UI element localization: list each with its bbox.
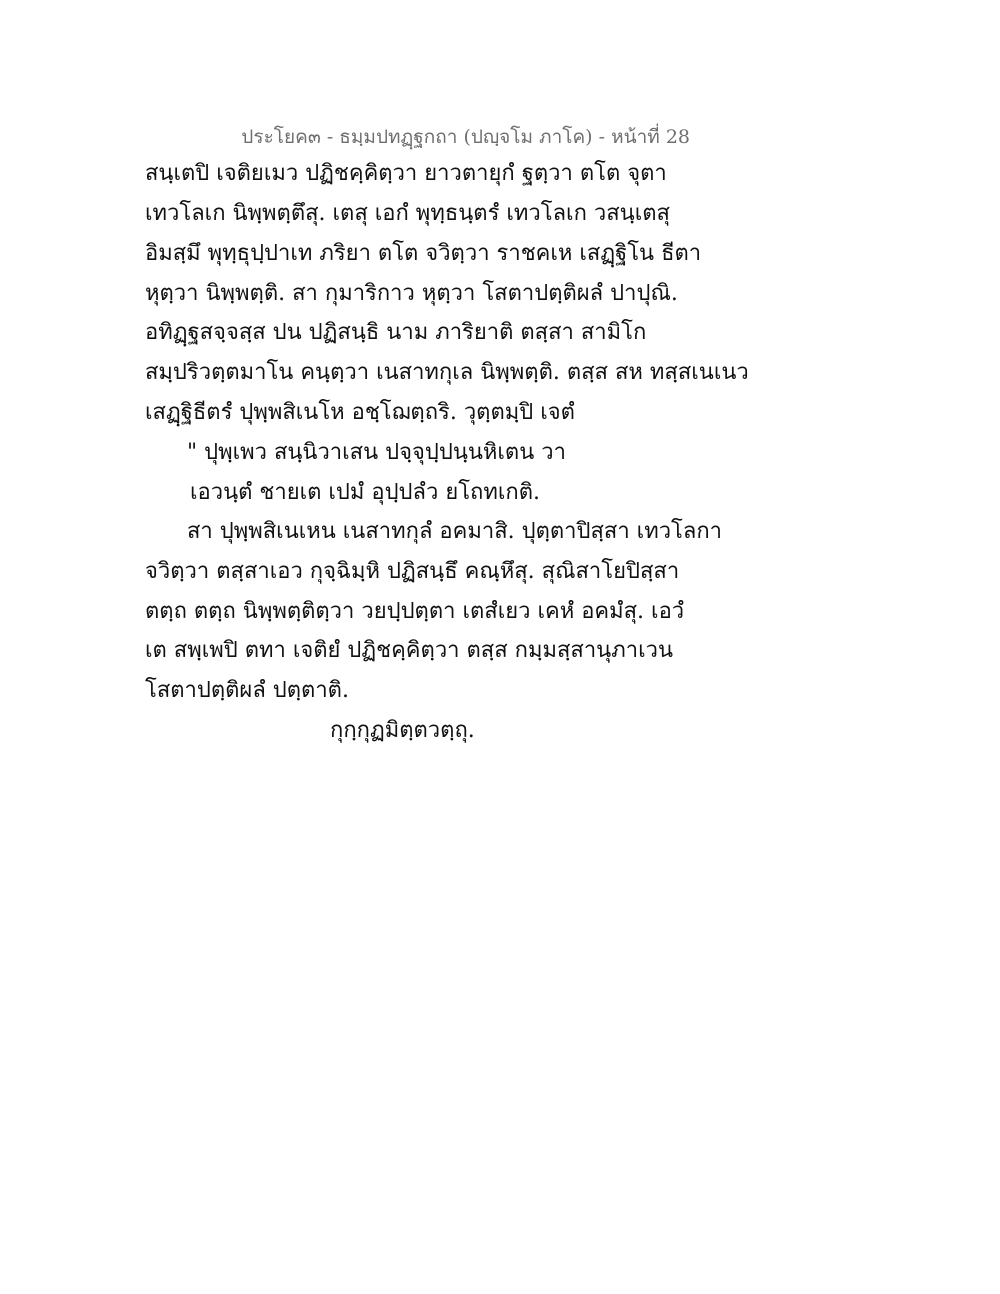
verse-line: " ปุพฺเพว สนฺนิวาเสน ปจฺจุปฺปนฺนหิเตน วา	[187, 440, 566, 465]
text-line: ตตฺถ ตตฺถ นิพฺพตฺติตฺวา วยปฺปตฺตา เตสํเยว เคหํ อคมํสุ. เอวํ	[145, 599, 685, 624]
text-line: เทวโลเก นิพฺพตฺตึสุ. เตสุ เอกํ พุทฺธนฺตรํ เทวโลเก วสนฺเตสุ	[145, 201, 670, 226]
text-line: หุตฺวา นิพฺพตฺติ. สา กุมาริกาว หุตฺวา โสตาปตฺติผลํ ปาปุณิ.	[145, 281, 678, 306]
running-header: ประโยค๓ - ธมฺมปทฏฺฐกถา (ปญฺจโม ภาโค) - หน้าที่ 28	[241, 126, 690, 148]
text-line: จวิตฺวา ตสฺสาเอว กุจฺฉิมฺหิ ปฏิสนฺธึ คณฺหึสุ. สุณิสาโยปิสฺสา	[145, 559, 680, 584]
text-line: โสตาปตฺติผลํ ปตฺตาติ.	[145, 678, 349, 703]
story-title: กุกฺกุฏมิตฺตวตฺถุ.	[330, 718, 475, 743]
text-line: อิมสฺมึ พุทฺธุปฺปาเท ภริยา ตโต จวิตฺวา ราชคเห เสฏฺฐิโน ธีตา	[145, 241, 702, 266]
text-line: เสฏฺฐิธีตรํ ปุพฺพสิเนโห อชฺโฌตฺถริ. วุตฺตมฺปิ เจตํ	[145, 400, 575, 425]
text-line: อทิฏฺฐสจฺจสฺส ปน ปฏิสนฺธิ นาม ภาริยาติ ตสฺสา สามิโก	[145, 320, 647, 345]
verse-line: เอวนฺตํ ชายเต เปมํ อุปฺปลํว ยโถทเกติ.	[190, 480, 540, 505]
text-line: สนฺเตปิ เจติยเมว ปฏิชคฺคิตฺวา ยาวตายุกํ ฐตฺวา ตโต จุตา	[145, 161, 667, 186]
text-line: เต สพฺเพปิ ตทา เจติยํ ปฏิชคฺคิตฺวา ตสฺส กมฺมสฺสานุภาเวน	[145, 638, 673, 663]
text-line: สา ปุพฺพสิเนเหน เนสาทกุลํ อคมาสิ. ปุตฺตาปิสฺสา เทวโลกา	[187, 519, 723, 544]
text-line: สมฺปริวตฺตมาโน คนฺตฺวา เนสาทกุเล นิพฺพตฺติ. ตสฺส สห ทสฺสเนเนว	[145, 360, 749, 385]
